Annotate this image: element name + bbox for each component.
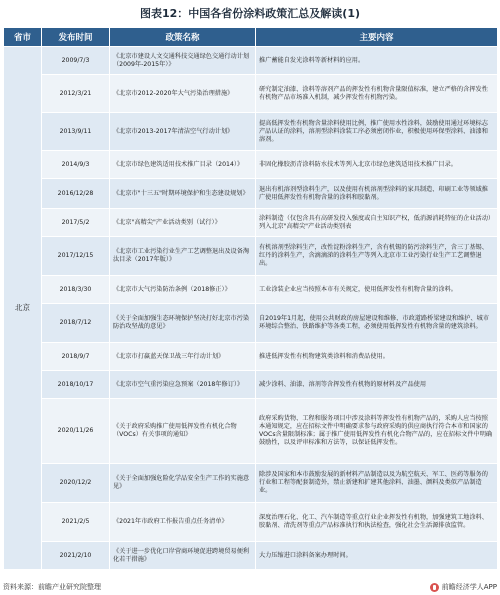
table-title: 图表12：中国各省份涂料政策汇总及解读(1) [139, 7, 360, 20]
content-cell: 提高低挥发性有机物含量涂料使用比例，推广使用水性涂料，鼓励使用通过环境标志产品认证的涂料，溶剂型涂料涂装工序必须密闭作业，积极使用环保型涂料、油漆和溶剂。 [256, 113, 498, 151]
date-cell: 2013/9/11 [42, 113, 110, 151]
content-cell: 涂料制造（仅包含具有高研发投入强度或自主知识产权，低消源消耗特征的企业活动）列入北京"高精尖"产业活动类别表 [256, 209, 498, 237]
table-row [4, 304, 498, 343]
content-cell: 自2019年1月起，使用公共财政的房屋建设和维修、市政道路桥梁建设和维护、城市环境综合整治、铁路维护等各类工程，必须使用低挥发性有机物含量的建筑涂料。 [256, 304, 498, 343]
policy-name-cell: 《关于政府采购推广使用低挥发性有机化合物（VOCs）有关事项的通知》 [110, 399, 256, 464]
policy-name-cell: 《北京市空气重污染应急预案（2018年修订）》 [110, 371, 256, 399]
table-row [4, 343, 498, 371]
footer [3, 581, 497, 593]
content-cell: 推进低挥发性有机物建筑类涂料和消费品使用。 [256, 343, 498, 371]
column-header-province: 省市 [4, 28, 42, 47]
column-header-name: 政策名称 [110, 28, 256, 47]
content-cell: 工业涂装企业应当按照本市有关规定，使用低挥发性有机物含量的涂料。 [256, 276, 498, 304]
source-note: 资料来源：前瞻产业研究院整理 [3, 583, 101, 591]
policy-name-cell: 《北京市绿色建筑适用技术推广目录（2014）》 [110, 151, 256, 179]
policy-name-cell: 《2021年市政府工作报告重点任务清单》 [110, 503, 256, 542]
table-row [4, 151, 498, 179]
date-cell: 2020/11/26 [42, 399, 110, 464]
content-cell: 退出有机溶剂型涂料生产，以及使用有机溶剂型涂料的家具制造、印刷工业等领域推广使用低挥发性有机物含量的涂料和胶黏剂。 [256, 179, 498, 209]
table-row [4, 47, 498, 75]
table-row [4, 276, 498, 304]
date-cell: 2021/2/10 [42, 542, 110, 570]
policy-table [3, 27, 498, 570]
content-cell: 减少涂料、油漆、溶剂等含挥发性有机物的原材料及产品使用 [256, 371, 498, 399]
table-row [4, 503, 498, 542]
date-cell: 2018/7/12 [42, 304, 110, 343]
content-cell: 除涉及国家和本市鼓励发展的新材料产品制造以及为航空航天、军工、医药等服务的行业和工程等配套制造外，禁止新建和扩建其他涂料、油墨、颜料及类似产品制造业。 [256, 464, 498, 503]
table-row [4, 464, 498, 503]
policy-name-cell: 《北京市工业污染行业生产工艺调整退出及设备淘汰目录（2017年版）》 [110, 237, 256, 276]
table-row [4, 542, 498, 570]
content-cell: 非固化橡胶沥青涂料防水技术等列入北京市绿色建筑适用技术推广目录。 [256, 151, 498, 179]
policy-name-cell: 《北京市建设人文交通科技交通绿色交通行动计划（2009年-2015年）》 [110, 47, 256, 75]
policy-name-cell: 《北京市"十三五"时期环境保护和生态建设规划》 [110, 179, 256, 209]
content-cell: 政府采购货物、工程和服务项目中涉及涂料等挥发性有机物产品的，采购人应当按照本通知规定，应在招标文件中明确要求参与政府采购的供应商执行符合本市和国家的VOCs含量限制标准；属于推广使用低挥发性有机化合物产品的，应在招标文件中明确鼓励性，以及评审标准和方法等，以保证低挥发性。 [256, 399, 498, 464]
qianzhan-logo-icon [430, 583, 439, 592]
content-cell: 大力压缩进口涂料备案办理时间。 [256, 542, 498, 570]
content-cell: 深度治理石化、化工、汽车制造等重点行业企业挥发性有机物，加强建筑工地涂料、胶黏剂、清洗剂等重点产品标准执行和执法检查，强化社会生活源排放监管。 [256, 503, 498, 542]
policy-name-cell: 《北京市2012-2020年大气污染治理措施》 [110, 75, 256, 113]
policy-name-cell: 《北京"高精尖"产业活动类别（试行）》 [110, 209, 256, 237]
date-cell: 2014/9/3 [42, 151, 110, 179]
date-cell: 2016/12/28 [42, 179, 110, 209]
date-cell: 2012/3/21 [42, 75, 110, 113]
policy-name-cell: 《北京市2013-2017年清洁空气行动计划》 [110, 113, 256, 151]
policy-name-cell: 《北京市大气污染防治条例（2018修正）》 [110, 276, 256, 304]
column-header-content: 主要内容 [256, 28, 498, 47]
province-cell: 北京 [4, 47, 42, 570]
date-cell: 2017/5/2 [42, 209, 110, 237]
date-cell: 2018/3/30 [42, 276, 110, 304]
content-cell: 有机溶剂型涂料生产，改性淀粉涂料生产，含有机锡的防污涂料生产，含三丁基锡、红丹的涂料生产，含滴滴涕的涂料生产等列入北京市工业污染行业生产工艺调整退出。 [256, 237, 498, 276]
table-row [4, 237, 498, 276]
table-header-row [4, 28, 498, 47]
date-cell: 2021/2/5 [42, 503, 110, 542]
date-cell: 2020/12/2 [42, 464, 110, 503]
brand-name: 前瞻经济学人APP [441, 583, 497, 591]
table-row [4, 209, 498, 237]
content-cell: 研究制定油漆、涂料等溶剂产品的挥发性有机物含量限值标准，建立严格的含挥发性有机物产品市场准入机制，减少挥发性有机物污染。 [256, 75, 498, 113]
table-row [4, 179, 498, 209]
date-cell: 2009/7/3 [42, 47, 110, 75]
brand [430, 582, 497, 592]
policy-name-cell: 《关于进一步优化口岸营商环境促进跨境贸易便利化若干措施》 [110, 542, 256, 570]
column-header-date: 发布时间 [42, 28, 110, 47]
policy-name-cell: 《北京市打赢蓝天保卫战三年行动计划》 [110, 343, 256, 371]
policy-name-cell: 《关于全面加强危险化学品安全生产工作的实施意见》 [110, 464, 256, 503]
content-cell: 推广蓄能自发光涂料等新材料的应用。 [256, 47, 498, 75]
table-row [4, 113, 498, 151]
table-row [4, 399, 498, 464]
date-cell: 2018/9/7 [42, 343, 110, 371]
table-row [4, 371, 498, 399]
date-cell: 2017/12/15 [42, 237, 110, 276]
table-body [4, 47, 498, 570]
date-cell: 2018/10/17 [42, 371, 110, 399]
policy-name-cell: 《关于全面加强生态环境保护坚决打好北京市污染防治攻坚战的意见》 [110, 304, 256, 343]
table-row [4, 75, 498, 113]
